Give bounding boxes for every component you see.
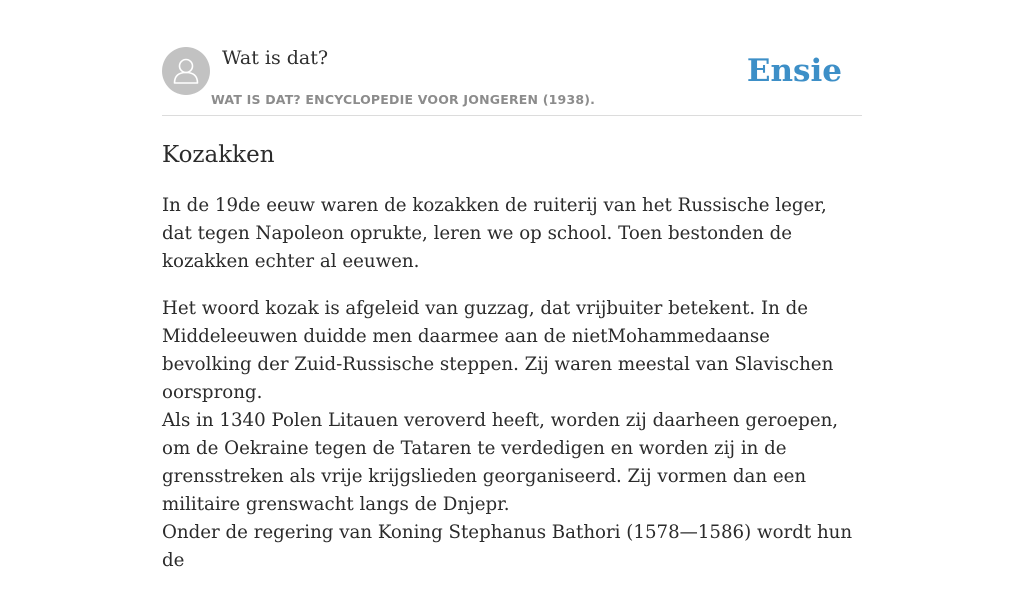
ensie-logo-link[interactable]: Ensie (746, 53, 842, 89)
source-subtitle: WAT IS DAT? ENCYCLOPEDIE VOOR JONGEREN (1938). (211, 92, 596, 107)
source-header (162, 46, 862, 116)
article-paragraph: Het woord kozak is afgeleid van guzzag, dat vrijbuiter betekent. In de Middeleeuwen duidde men daarmee aan de nietMohammedaanse bevolking der Zuid-Russische steppen. Zij waren meestal van Slavischen oorsprong. Als in 1340 Polen Litauen veroverd heeft, worden zij daarheen geroepen, om de Oekraine tegen de Tataren te verdedigen en worden zij in de grensstreken als vrije krijgslieden georganiseerd. Zij vormen dan een militaire grenswacht langs de Dnjepr. Onder de regering van Koning Stephanus Bathori (1578—1586) wordt hun de (162, 298, 853, 571)
user-icon (162, 47, 210, 95)
article-body (162, 192, 862, 594)
article-paragraph: In de 19de eeuw waren de kozakken de ruiterij van het Russische leger, dat tegen Napoleon oprukte, leren we op school. Toen bestonden de kozakken echter al eeuwen. (162, 195, 827, 272)
article-title: Kozakken (162, 142, 275, 168)
source-avatar[interactable] (162, 47, 210, 95)
source-title-link[interactable]: Wat is dat? (222, 47, 329, 69)
